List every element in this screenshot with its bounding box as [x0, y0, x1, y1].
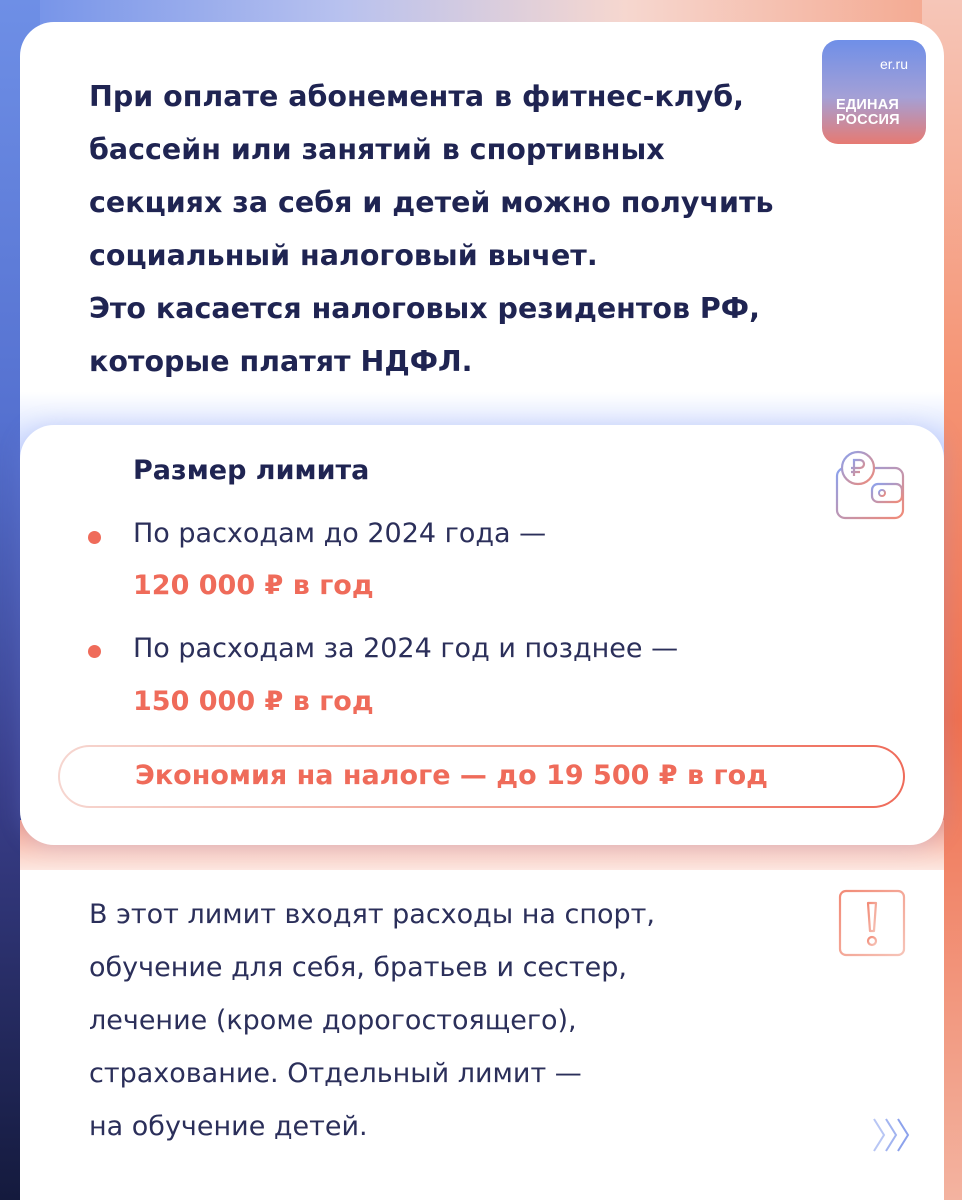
note-line: В этот лимит входят расходы на спорт, — [89, 899, 655, 930]
chevrons-right-icon[interactable] — [870, 1115, 914, 1155]
headline-line: бассейн или занятий в спортивных — [89, 133, 665, 166]
note-line: лечение (кроме дорогостоящего), — [89, 1005, 577, 1036]
logo-name: ЕДИНАЯ РОССИЯ — [836, 97, 900, 128]
savings-highlight — [58, 745, 905, 808]
wallet-ruble-icon — [834, 450, 906, 522]
headline-line: При оплате абонемента в фитнес-клуб, — [89, 80, 744, 113]
limit-item-amount: 150 000 ₽ в год — [133, 686, 374, 717]
savings-text: Экономия на налоге — до 19 500 ₽ в год — [135, 760, 768, 791]
headline-line: социальный налоговый вычет. — [89, 239, 598, 272]
bullet-dot — [88, 645, 101, 658]
headline — [89, 70, 809, 388]
headline-line: которые платят НДФЛ. — [89, 345, 473, 378]
note-text — [89, 888, 809, 1153]
bullet-dot — [88, 531, 101, 544]
logo-url: er.ru — [879, 56, 908, 72]
brand-logo — [822, 40, 926, 144]
limit-item-text: По расходам до 2024 года — — [133, 518, 547, 549]
warning-icon — [838, 889, 906, 957]
note-line: обучение для себя, братьев и сестер, — [89, 952, 627, 983]
limit-item-amount: 120 000 ₽ в год — [133, 570, 374, 601]
headline-line: секциях за себя и детей можно получить — [89, 186, 774, 219]
limits-title: Размер лимита — [133, 455, 370, 486]
headline-line: Это касается налоговых резидентов РФ, — [89, 292, 760, 325]
limit-item-text: По расходам за 2024 год и позднее — — [133, 633, 679, 664]
note-line: страхование. Отдельный лимит — — [89, 1058, 582, 1089]
note-line: на обучение детей. — [89, 1111, 368, 1142]
